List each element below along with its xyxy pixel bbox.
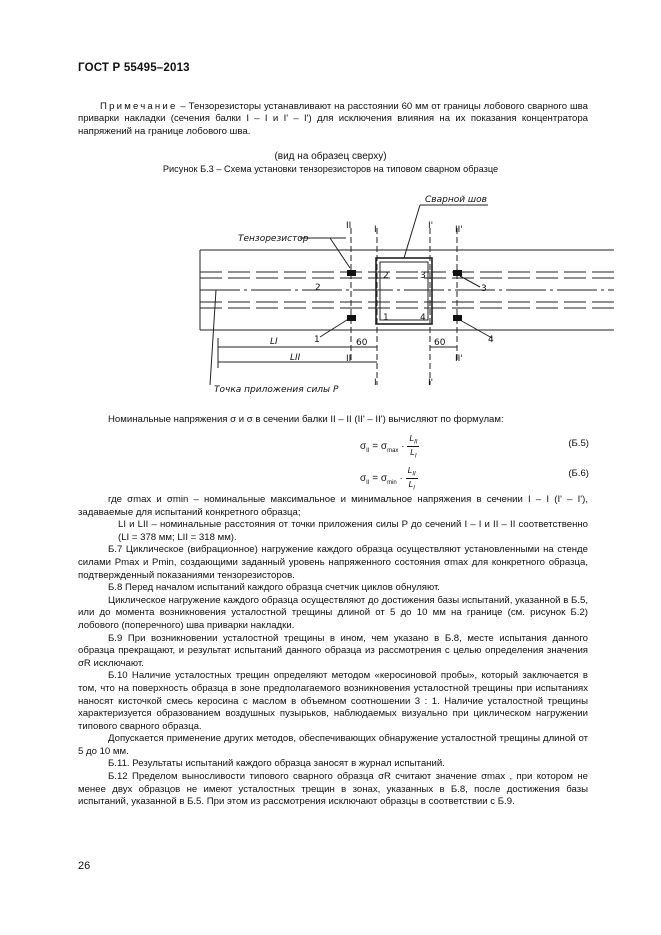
intro-text: Номинальные напряжения σ и σ в сечении балки II – II (II' – II') вычисляют по формулам: [108, 414, 504, 425]
strain-gauge-3 [453, 270, 462, 276]
strain-gauge-1 [347, 315, 356, 321]
label-n4: 4 [488, 335, 494, 345]
para-b7: Б.7 Циклическое (вибрационное) нагружение каждого образца осуществляют установленными на стенде силами Pmax и Pmin, создающими заданный уровень напряженного состояния σmax для конкретного образца, подтвержденный показаниями тензорезисторов. [78, 544, 588, 581]
label-strain-gauge: Тензорезистор [238, 234, 309, 244]
label-L1: LI [270, 337, 278, 347]
para-b10b: Допускается применение других методов, обеспечивающих обнаружение усталостной трещины длиной от 5 до 10 мм. [78, 733, 588, 757]
para-b11: Б.11. Результаты испытаний каждого образца заносят в журнал испытаний. [108, 758, 445, 770]
figure-caption: Рисунок Б.3 – Схема установки тензорезисторов на типовом сварном образце [162, 164, 499, 174]
label-force-point: Точка приложения силы P [214, 385, 339, 395]
label-sec-IIp: II' [455, 225, 463, 235]
where-2: LI и LII – номинальные расстояния от точки приложения силы P до сечений I – I и II – II соответственно (LI = 378 мм; LII = 318 мм). [118, 519, 588, 543]
strain-gauge-4 [453, 315, 462, 321]
force-point-leader [210, 290, 216, 385]
label-60a: 60 [356, 338, 368, 348]
label-n1-inner: 1 [383, 313, 389, 323]
label-60b: 60 [434, 338, 446, 348]
body-text [78, 494, 588, 809]
para-b8b: Циклическое нагружение каждого образца осуществляют до достижения базы испытаний, указанной в Б.5, или до момента возникновения усталостной трещины длиной от 5 до 10 мм на границе (см. рисунок Б.2) лобового (поперечного) шва приварки накладки. [78, 594, 588, 631]
label-sec-Ip-bottom: I' [428, 378, 434, 388]
where-1: где σmax и σmin – номинальные максимальное и минимальное напряжения в сечении I – I (I' – I'), задаваемые для испытаний конкретного образца; [78, 494, 588, 518]
note-label: Примечание [100, 101, 178, 112]
label-L2: LII [290, 353, 301, 363]
para-b8: Б.8 Перед началом испытаний каждого образца счетчик циклов обнуляют. [108, 582, 440, 594]
para-b9: Б.9 При возникновении усталостной трещины в ином, чем указано в Б.8, месте испытания данного образца прекращают, и результат испытаний данного образца из рассмотрения с целью определения значения σR исключают. [78, 632, 588, 669]
strain-gauge-2 [347, 270, 356, 276]
para-b12: Б.12 Пределом выносливости типового сварного образца σR считают значение σmax , при котором не менее двух образцов не имеют усталостных трещин в зонах, указанных в Б.8, после достижения базы испытаний, указанной в Б.5. При этом из рассмотрения исключают образцы в соответствии с Б.9. [78, 771, 588, 808]
note-paragraph [78, 101, 588, 138]
label-n4-inner: 4 [420, 313, 426, 323]
note-text: Тензорезисторы устанавливают на расстоянии 60 мм от границы лобового сварного шва приварки накладки (сечения балки I – I и I' – I') для исключения влияния на их показания концентратора напряжений на границе лобового шва. [78, 101, 588, 137]
label-sec-I-bottom: I [374, 378, 377, 388]
note-dash: – [177, 101, 189, 112]
label-sec-II: II [346, 221, 352, 231]
label-sec-I: I [374, 225, 377, 235]
label-n2: 2 [315, 283, 321, 293]
label-n1: 1 [314, 335, 320, 345]
eq-number-b6: (Б.6) [568, 468, 589, 479]
figure-view-caption: (вид на образец сверху) [274, 151, 387, 162]
label-sec-IIp-bottom: II' [455, 354, 463, 364]
strain-gauge-diagram [0, 185, 661, 405]
label-n3: 3 [481, 284, 487, 294]
eq-number-b5: (Б.5) [568, 438, 589, 449]
intro-paragraph [78, 414, 588, 427]
formula-b6: $\sigma_{II} = \sigma_{min}$ · $\frac{L_{II}}{L_I}$ [360, 465, 416, 492]
label-weld: Сварной шов [425, 195, 487, 205]
document-id: ГОСТ Р 55495–2013 [78, 62, 190, 74]
label-n2-inner: 2 [383, 271, 389, 281]
label-n3-inner: 3 [420, 271, 426, 281]
page-number: 26 [78, 860, 91, 872]
label-sec-Ip: I' [428, 221, 434, 231]
label-sec-II-bottom: II [346, 354, 352, 364]
para-b10: Б.10 Наличие усталостных трещин определяют методом «керосиновой пробы», который заключается в том, что на поверхность образца в зоне предполагаемого возникновения усталостной трещины при испытаниях наносят кисточкой смесь керосина с маслом в объемном соотношении 3 : 1. Наличие усталостной трещины характеризуется образованием воздушных пузырьков, наблюдаемых визуально при циклическом нагружении типового сварного образца. [78, 670, 588, 732]
formula-b5: $\sigma_{II} = \sigma_{max}$ · $\frac{L_{II}}{L_I}$ [360, 433, 418, 460]
